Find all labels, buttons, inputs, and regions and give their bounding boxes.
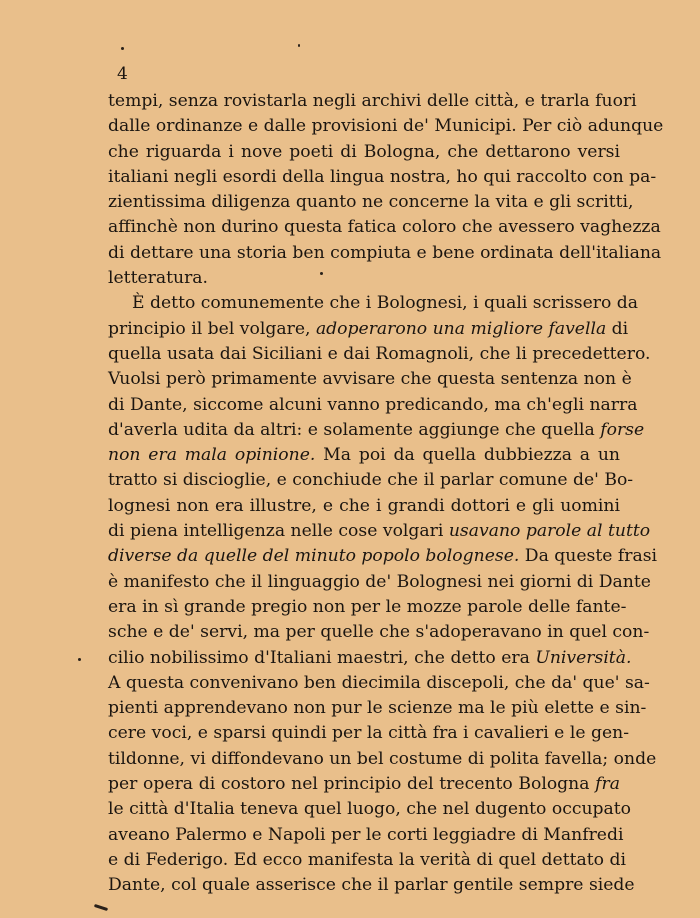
text-segment: pienti apprendevano non pur le scienze ma le più elette e sin- <box>108 698 647 719</box>
text-line <box>108 190 634 215</box>
text-segment: Da queste frasi <box>519 546 658 567</box>
text-segment: tildonne, vi diffondevano un bel costume di polita favella; onde <box>108 748 657 769</box>
text-segment: cere voci, e sparsi quindi per la città fra i cavalieri e le gen- <box>108 723 630 744</box>
text-segment: le città d'Italia teneva quel luogo, che nel dugento occupato <box>108 799 632 820</box>
ink-speck <box>298 44 300 47</box>
text-line <box>108 393 638 418</box>
ink-speck <box>320 272 323 275</box>
text-line <box>108 266 620 291</box>
text-line <box>108 544 658 569</box>
text-segment: di dettare una storia ben compiuta e bene ordinata dell'italiana <box>108 242 662 263</box>
text-segment: dalle ordinanze e dalle provisioni de' Municipi. Per ciò adunque <box>108 116 664 137</box>
text-line <box>108 140 620 165</box>
text-line <box>108 89 637 114</box>
text-line <box>108 570 651 595</box>
ink-speck <box>78 658 81 661</box>
text-segment: e di Federigo. Ed ecco manifesta la verità di quel dettato di <box>108 849 626 870</box>
text-line <box>108 418 645 443</box>
text-line <box>108 797 632 822</box>
text-segment: È detto comunemente che i Bolognesi, i quali scrissero da <box>132 293 639 314</box>
text-line <box>108 772 620 797</box>
text-line <box>108 671 650 696</box>
text-segment: di piena intelligenza nelle cose volgari <box>108 521 449 542</box>
text-line <box>108 291 639 316</box>
text-line <box>108 620 650 645</box>
text-segment: d'averla udita da altri: e solamente aggiunge che quella <box>108 419 601 440</box>
text-line <box>108 215 661 240</box>
text-line <box>108 114 664 139</box>
text-segment: è manifesto che il linguaggio de' Bolognesi nei giorni di Dante <box>108 571 651 592</box>
text-line <box>108 367 632 392</box>
text-line <box>108 873 635 898</box>
text-segment: Dante, col quale asserisce che il parlar gentile sempre siede <box>108 875 635 896</box>
italic-text: Università. <box>535 647 632 668</box>
text-segment: di Dante, siccome alcuni vanno predicando, ma ch'egli narra <box>108 394 638 415</box>
text-line <box>108 494 620 519</box>
text-segment: per opera di costoro nel principio del trecento Bologna <box>108 774 596 795</box>
text-segment: Vuolsi però primamente avvisare che questa sentenza non è <box>108 369 632 390</box>
italic-text: adoperarono una migliore favella <box>315 318 607 339</box>
text-segment: Ma poi da quella dubbiezza a un <box>315 445 620 466</box>
text-segment: sche e de' servi, ma per quelle che s'adoperavano in quel con- <box>108 622 650 643</box>
italic-text: non era mala opinione. <box>108 445 316 466</box>
text-segment: letteratura. <box>108 268 209 289</box>
text-line <box>108 519 651 544</box>
text-line <box>108 823 624 848</box>
italic-text: usavano parole al tutto <box>448 521 651 542</box>
text-line <box>108 165 657 190</box>
text-line <box>108 443 620 468</box>
text-segment: aveano Palermo e Napoli per le corti leggiadre di Manfredi <box>108 824 624 845</box>
text-segment: che riguarda i nove poeti di Bologna, che dettarono versi <box>108 141 620 162</box>
text-line <box>108 747 657 772</box>
text-line <box>108 696 647 721</box>
text-segment: italiani negli esordi della lingua nostra, ho qui raccolto con pa- <box>108 166 657 187</box>
text-line <box>108 468 634 493</box>
text-line <box>108 342 651 367</box>
text-line <box>108 721 630 746</box>
text-segment: principio il bel volgare, <box>108 318 316 339</box>
text-segment: di <box>606 318 629 339</box>
text-segment: lognesi non era illustre, e che i grandi dottori e gli uomini <box>108 495 620 516</box>
ink-speck <box>121 47 124 50</box>
text-segment: zientissima diligenza quanto ne concerne la vita e gli scritti, <box>108 192 634 213</box>
text-segment: quella usata dai Siciliani e dai Romagnoli, che li precedettero. <box>108 343 651 364</box>
text-line <box>108 595 627 620</box>
text-line <box>108 646 632 671</box>
text-segment: tratto si discioglie, e conchiude che il parlar comune de' Bo- <box>108 470 634 491</box>
text-segment: A questa convenivano ben diecimila discepoli, che da' que' sa- <box>108 672 650 693</box>
ink-mark <box>94 904 108 911</box>
italic-text: diverse da quelle del minuto popolo bolognese. <box>108 546 520 567</box>
text-segment: tempi, senza rovistarla negli archivi delle città, e trarla fuori <box>108 91 637 111</box>
text-line <box>108 848 626 873</box>
text-segment: cilio nobilissimo d'Italiani maestri, che detto era <box>108 647 536 668</box>
text-segment: affinchè non durino questa fatica coloro che avessero vaghezza <box>108 217 661 238</box>
page-number: 4 <box>117 64 128 84</box>
italic-text: forse <box>600 419 645 440</box>
text-line <box>108 317 629 342</box>
text-segment: era in sì grande pregio non per le mozze parole delle fante- <box>108 596 627 617</box>
italic-text: fra <box>595 774 620 795</box>
text-line <box>108 241 662 266</box>
body-text <box>108 89 664 899</box>
